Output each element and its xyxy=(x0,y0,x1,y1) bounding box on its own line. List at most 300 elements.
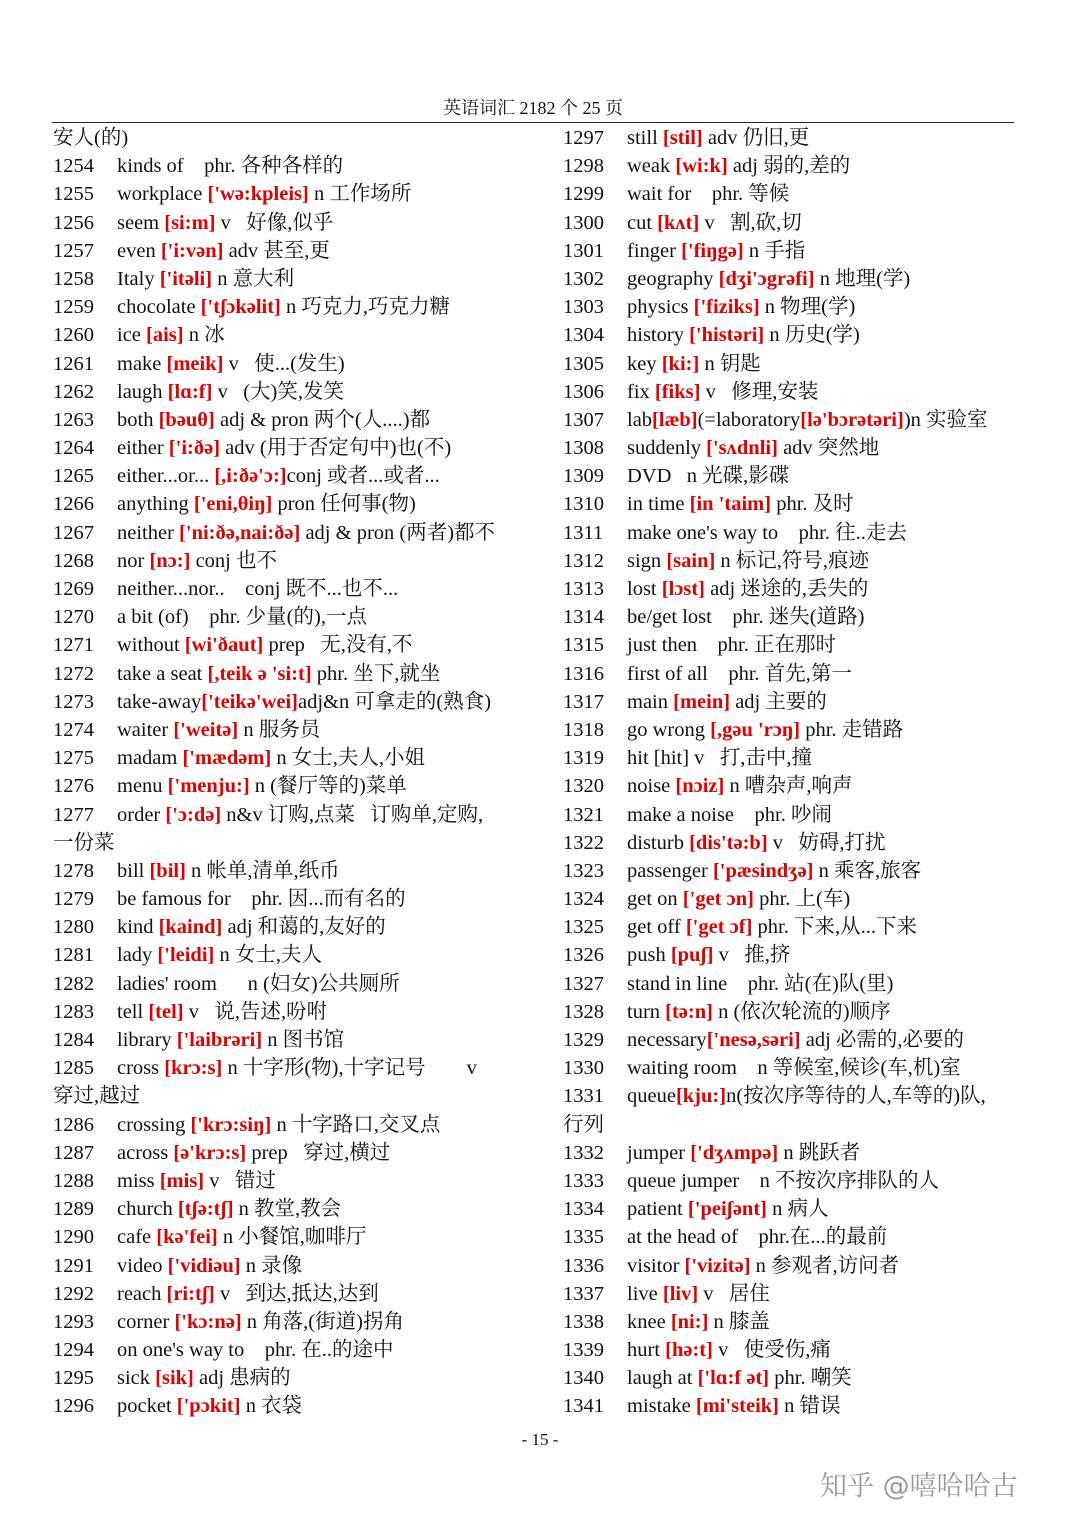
entry-word: laugh at xyxy=(627,1367,698,1390)
entry-word: waiting room xyxy=(627,1057,743,1080)
entry-word: finger xyxy=(627,239,682,262)
entry-word: jumper xyxy=(627,1141,691,1164)
vocab-entry xyxy=(563,124,1033,152)
entry-phonetic: [ni:] xyxy=(670,1310,709,1333)
vocab-entry xyxy=(53,1139,523,1167)
entry-word: church xyxy=(117,1198,178,1221)
entry-definition: n 等候室,候诊(车,机)室 xyxy=(742,1057,961,1080)
vocab-entry xyxy=(563,519,1033,547)
entry-phonetic: ['sʌdnli] xyxy=(706,437,778,460)
entry-phonetic: ['laibrəri] xyxy=(176,1029,263,1051)
vocab-entry xyxy=(53,462,523,490)
entry-definition: (=laboratory xyxy=(697,408,801,431)
entry-word: anything xyxy=(117,493,194,516)
entry-definition: phr. 坐下,就坐 xyxy=(311,662,441,685)
entry-word: hit [hit] v xyxy=(627,747,710,770)
entry-definition: phr. 及时 xyxy=(771,493,854,516)
entry-number: 1268 xyxy=(53,549,94,572)
entry-word: noise xyxy=(627,775,676,798)
entry-word: first of all xyxy=(627,662,713,685)
entry-number: 1287 xyxy=(53,1141,94,1164)
entry-phonetic: [ə'krɔ:s] xyxy=(173,1141,247,1164)
entry-word: make a noise xyxy=(627,803,740,826)
entry-phonetic: [sain] xyxy=(666,549,716,572)
entry-number: 1261 xyxy=(53,352,94,375)
entry-word: a bit (of) xyxy=(117,606,189,629)
entry-word: chocolate xyxy=(117,296,201,319)
entry-number: 1281 xyxy=(53,944,94,967)
entry-definition: 打,击中,撞 xyxy=(709,747,813,770)
vocab-entry xyxy=(53,603,523,631)
vocab-entry xyxy=(563,321,1033,349)
entry-definition: v 使...(发生) xyxy=(223,352,345,375)
entry-definition: phr. 站(在)队(里) xyxy=(732,972,894,995)
entry-number: 1279 xyxy=(53,888,94,911)
entry-definition: n 冰 xyxy=(183,324,225,347)
entry-definition: n 角落,(街道)拐角 xyxy=(241,1310,404,1333)
entry-word: passenger xyxy=(627,859,713,882)
entry-definition: adj&n 可拿走的(熟食) xyxy=(298,690,492,713)
entry-number: 1298 xyxy=(563,155,604,178)
vocab-entry xyxy=(53,350,523,378)
vocab-entry xyxy=(53,293,523,321)
entry-word: cafe xyxy=(117,1226,157,1249)
entry-number: 1338 xyxy=(563,1310,604,1333)
entry-word: 穿过,越过 xyxy=(53,1085,141,1108)
vocab-entry xyxy=(563,547,1033,575)
vocab-entry xyxy=(563,913,1033,941)
entry-word: go wrong xyxy=(627,718,711,741)
entry-phonetic: ['itəli] xyxy=(159,267,213,290)
entry-word: cross xyxy=(117,1057,165,1080)
entry-word: across xyxy=(117,1141,174,1164)
entry-phonetic: [nɔiz] xyxy=(675,775,725,798)
vocab-entry xyxy=(563,688,1033,716)
entry-number: 1334 xyxy=(563,1198,604,1221)
vocab-entry xyxy=(563,970,1033,998)
entry-definition: n 女士,夫人 xyxy=(214,944,322,967)
entry-phonetic: ['mædəm] xyxy=(182,747,272,770)
entry-number: 1307 xyxy=(563,408,604,431)
entry-phonetic: ['nesə,səri] xyxy=(706,1029,801,1051)
vocab-entry xyxy=(563,1280,1033,1308)
entry-number: 1341 xyxy=(563,1395,604,1418)
entry-phonetic: [ri:tʃ] xyxy=(166,1282,215,1305)
vocab-entry xyxy=(53,180,523,208)
entry-phonetic: ['weitə] xyxy=(173,718,239,741)
vocab-entry xyxy=(53,1252,523,1280)
entry-number: 1294 xyxy=(53,1339,94,1362)
entry-word: menu xyxy=(117,775,168,798)
entry-phonetic: [liv] xyxy=(662,1282,699,1305)
entry-definition: conj 也不 xyxy=(190,549,277,572)
entry-number: 1336 xyxy=(563,1254,604,1277)
entry-word: physics xyxy=(627,296,694,319)
right-column xyxy=(563,124,1033,1421)
entry-phonetic: [sik] xyxy=(155,1367,194,1390)
entry-word: queue jumper xyxy=(627,1169,745,1192)
entry-word: make one's way to xyxy=(627,521,784,544)
entry-phonetic: ['pɔkit] xyxy=(176,1395,241,1418)
entry-number: 1289 xyxy=(53,1198,94,1221)
vocab-entry xyxy=(563,1195,1033,1223)
entry-definition: phr. 正在那时 xyxy=(702,634,836,657)
entry-phonetic: [lə'bɔrətəri] xyxy=(800,408,904,431)
vocab-entry xyxy=(563,744,1033,772)
entry-phonetic: [ais] xyxy=(146,324,184,347)
entry-word: miss xyxy=(117,1169,160,1192)
entry-number: 1259 xyxy=(53,296,94,319)
entry-word: pocket xyxy=(117,1395,177,1418)
vocab-entry xyxy=(53,1392,523,1420)
entry-definition: n 错误 xyxy=(779,1395,841,1418)
vocab-entry xyxy=(53,575,523,603)
entry-definition: n 图书馆 xyxy=(262,1029,345,1051)
vocab-entry xyxy=(563,1082,1033,1110)
entry-phonetic: [lɑ:f] xyxy=(167,380,213,403)
entry-definition: n 钥匙 xyxy=(699,352,761,375)
entry-number: 1311 xyxy=(563,521,604,544)
entry-word: DVD xyxy=(627,465,677,488)
entry-word: take a seat xyxy=(117,662,208,685)
entry-word: ice xyxy=(117,324,147,347)
entry-number: 1320 xyxy=(563,775,604,798)
entry-phonetic: ['get ɔn] xyxy=(682,888,754,911)
entry-word: be/get lost xyxy=(627,606,717,629)
entry-number: 1325 xyxy=(563,916,604,939)
entry-word: push xyxy=(627,944,671,967)
entry-phonetic: ['leidi] xyxy=(157,944,215,967)
entry-word: turn xyxy=(627,1000,666,1023)
entry-number: 1317 xyxy=(563,690,604,713)
page-number: - 15 - xyxy=(521,1430,559,1449)
entry-phonetic: [dis'tə:b] xyxy=(689,831,768,854)
entry-definition: phr. 吵闹 xyxy=(739,803,832,826)
entry-definition: n 意大利 xyxy=(212,267,295,290)
entry-definition: n 教堂,教会 xyxy=(233,1198,342,1221)
entry-word: kind xyxy=(117,916,159,939)
entry-number: 1301 xyxy=(563,239,604,262)
entry-phonetic: ['histəri] xyxy=(689,324,765,347)
entry-definition: n 乘客,旅客 xyxy=(813,859,922,882)
entry-word: library xyxy=(117,1029,177,1051)
vocab-entry xyxy=(53,998,523,1026)
entry-definition: phr.在...的最前 xyxy=(743,1226,888,1249)
entry-word: either...or... xyxy=(117,465,215,488)
entry-number: 1326 xyxy=(563,944,604,967)
entry-number: 1254 xyxy=(53,155,94,178)
entry-phonetic: ['ni:ðə,nai:ðə] xyxy=(179,521,301,544)
vocab-entry xyxy=(563,998,1033,1026)
entry-number: 1288 xyxy=(53,1169,94,1192)
entry-number: 1262 xyxy=(53,380,94,403)
entry-number: 1313 xyxy=(563,578,604,600)
entry-phonetic: ['vizitə] xyxy=(684,1254,751,1277)
entry-definition: n 小餐馆,咖啡厅 xyxy=(217,1226,367,1249)
vocab-entry xyxy=(53,406,523,434)
entry-number: 1312 xyxy=(563,549,604,572)
entry-definition: adj 弱的,差的 xyxy=(727,155,851,178)
entry-number: 1276 xyxy=(53,775,94,798)
entry-definition: n(按次序等待的人,车等的)队, xyxy=(726,1085,986,1108)
vocab-entry xyxy=(563,1026,1033,1054)
entry-word: either xyxy=(117,437,169,460)
entry-definition: phr. 少量(的),一点 xyxy=(188,606,367,629)
entry-definition: phr. 下来,从...下来 xyxy=(752,916,917,939)
vocab-entry xyxy=(53,1336,523,1364)
entry-definition: n 膝盖 xyxy=(708,1310,770,1333)
entry-phonetic: ['krɔ:siŋ] xyxy=(190,1113,272,1136)
entry-number: 1260 xyxy=(53,324,94,347)
entry-number: 1278 xyxy=(53,859,94,882)
entry-definition: n 参观者,访问者 xyxy=(750,1254,900,1277)
entry-phonetic: [in 'taim] xyxy=(689,493,772,516)
entry-number: 1273 xyxy=(53,690,94,713)
entry-number: 1324 xyxy=(563,888,604,911)
entry-definition: adv 仍旧,更 xyxy=(702,127,810,149)
watermark: 知乎 @嘻哈哈古 xyxy=(820,1471,1018,1502)
entry-phonetic: [tʃə:tʃ] xyxy=(177,1198,234,1221)
entry-number: 1337 xyxy=(563,1282,604,1305)
entry-number: 1329 xyxy=(563,1029,604,1051)
entry-definition: phr. 等候 xyxy=(696,183,790,206)
entry-phonetic: [lɔst] xyxy=(661,578,706,600)
entry-word: workplace xyxy=(117,183,208,206)
vocab-entry xyxy=(53,885,523,913)
entry-word: make xyxy=(117,352,167,375)
vocab-entry xyxy=(563,1392,1033,1420)
entry-definition: n 巧克力,巧克力糖 xyxy=(280,296,450,319)
entry-definition: prep 无,没有,不 xyxy=(263,634,413,657)
entry-definition: phr. 迷失(道路) xyxy=(716,606,865,629)
vocab-entry xyxy=(53,152,523,180)
entry-definition: phr. 上(车) xyxy=(753,888,851,911)
entry-word: nor xyxy=(117,549,150,572)
entry-phonetic: ['dʒʌmpə] xyxy=(690,1141,779,1164)
vocab-entry xyxy=(563,350,1033,378)
entry-word: get on xyxy=(627,888,683,911)
entry-definition: adj 和蔼的,友好的 xyxy=(222,916,386,939)
entry-number: 1257 xyxy=(53,239,94,262)
entry-number: 1265 xyxy=(53,465,94,488)
entry-word: knee xyxy=(627,1310,671,1333)
vocab-entry xyxy=(53,716,523,744)
entry-number: 1304 xyxy=(563,324,604,347)
entry-number: 1256 xyxy=(53,211,94,234)
entry-definition: v 妨碍,打扰 xyxy=(767,831,886,854)
entry-phonetic: [dʒi'ɔgrəfi] xyxy=(718,267,815,290)
vocab-entry xyxy=(53,434,523,462)
vocab-entry xyxy=(53,1167,523,1195)
entry-phonetic: ['fiŋgə] xyxy=(681,239,744,262)
entry-number: 1323 xyxy=(563,859,604,882)
entry-phonetic: ['wə:kpleis] xyxy=(207,183,309,206)
vocab-entry xyxy=(563,941,1033,969)
entry-word: laugh xyxy=(117,380,168,403)
entry-phonetic: [kju:] xyxy=(675,1085,727,1108)
entry-word: geography xyxy=(627,267,719,290)
entry-number: 1297 xyxy=(563,127,604,149)
entry-word: crossing xyxy=(117,1113,191,1136)
entry-definition: adj & pron 两个(人....)都 xyxy=(214,408,431,431)
entry-word: key xyxy=(627,352,662,375)
entry-word: history xyxy=(627,324,690,347)
entry-word: madam xyxy=(117,747,183,770)
entry-word: order xyxy=(117,803,166,826)
entry-word: waiter xyxy=(117,718,174,741)
entry-number: 1306 xyxy=(563,380,604,403)
entry-word: disturb xyxy=(627,831,690,854)
entry-definition: v 使受伤,痛 xyxy=(712,1339,831,1362)
entry-number: 1319 xyxy=(563,747,604,770)
entry-word: take-away xyxy=(117,690,202,713)
vocab-entry xyxy=(53,1026,523,1054)
vocab-entry xyxy=(53,631,523,659)
entry-phonetic: ['get ɔf] xyxy=(685,916,753,939)
entry-definition: n&v 订购,点菜 订购单,定购, xyxy=(221,803,484,826)
entry-number: 1263 xyxy=(53,408,94,431)
vocab-entry xyxy=(53,321,523,349)
entry-definition: n 跳跃者 xyxy=(778,1141,861,1164)
vocab-entry xyxy=(53,772,523,800)
entry-number: 1270 xyxy=(53,606,94,629)
entry-phonetic: [wi:k] xyxy=(675,155,728,178)
entry-word: lady xyxy=(117,944,158,967)
vocab-entry xyxy=(563,1223,1033,1251)
entry-number: 1293 xyxy=(53,1310,94,1333)
vocab-entry xyxy=(53,857,523,885)
vocab-entry xyxy=(53,829,523,857)
entry-number: 1274 xyxy=(53,718,94,741)
entry-definition: adv 突然地 xyxy=(777,437,880,460)
entry-word: suddenly xyxy=(627,437,707,460)
entry-definition: adj 迷途的,丢失的 xyxy=(705,578,869,600)
vocab-entry xyxy=(563,434,1033,462)
entry-word: main xyxy=(627,690,674,713)
entry-phonetic: [mi'steik] xyxy=(695,1395,780,1418)
entry-definition: n 服务员 xyxy=(238,718,321,741)
entry-phonetic: [tə:n] xyxy=(665,1000,713,1023)
entry-word: 一份菜 xyxy=(53,831,115,854)
entry-number: 1314 xyxy=(563,606,604,629)
entry-word: still xyxy=(627,127,663,149)
vocab-entry xyxy=(563,1054,1033,1082)
entry-definition: conj 或者...或者... xyxy=(286,465,440,488)
entry-number: 1331 xyxy=(563,1085,604,1108)
entry-word: lab xyxy=(627,408,653,431)
entry-word: get off xyxy=(627,916,686,939)
vocab-entry xyxy=(563,293,1033,321)
vocab-entry xyxy=(563,237,1033,265)
entry-number: 1290 xyxy=(53,1226,94,1249)
entry-phonetic: [kə'fei] xyxy=(156,1226,218,1249)
entry-definition: )n 实验室 xyxy=(903,408,988,431)
entry-definition: adj 主要的 xyxy=(730,690,827,713)
entry-definition: phr. 往..走去 xyxy=(783,521,907,544)
entry-number: 1327 xyxy=(563,972,604,995)
entry-definition: n 十字路口,交叉点 xyxy=(271,1113,441,1136)
entry-phonetic: [,i:ðə'ɔ:] xyxy=(214,465,287,488)
entry-phonetic: ['fiziks] xyxy=(693,296,760,319)
entry-word: even xyxy=(117,239,161,262)
entry-number: 1308 xyxy=(563,437,604,460)
entry-phonetic: [kaind] xyxy=(158,916,223,939)
entry-number: 1309 xyxy=(563,465,604,488)
entry-number: 1315 xyxy=(563,634,604,657)
vocab-entry xyxy=(563,406,1033,434)
vocab-entry xyxy=(563,603,1033,631)
entry-number: 1305 xyxy=(563,352,604,375)
vocab-entry xyxy=(563,801,1033,829)
entry-word: just then xyxy=(627,634,703,657)
entry-definition: n (餐厅等的)菜单 xyxy=(249,775,407,798)
vocab-entry xyxy=(563,1336,1033,1364)
entry-word: sign xyxy=(627,549,667,572)
vocab-entry xyxy=(563,378,1033,406)
vocab-entry xyxy=(53,1308,523,1336)
entry-number: 1303 xyxy=(563,296,604,319)
entry-number: 1318 xyxy=(563,718,604,741)
entry-definition: phr. 走错路 xyxy=(800,718,904,741)
entry-word: mistake xyxy=(627,1395,696,1418)
entry-word: at the head of xyxy=(627,1226,744,1249)
vocab-entry xyxy=(563,265,1033,293)
vocab-entry xyxy=(563,490,1033,518)
entry-definition: n 地理(学) xyxy=(814,267,911,290)
entry-word: live xyxy=(627,1282,663,1305)
entry-number: 1299 xyxy=(563,183,604,206)
entry-number: 1316 xyxy=(563,662,604,685)
entry-phonetic: [hə:t] xyxy=(665,1339,713,1362)
vocab-entry xyxy=(53,660,523,688)
vocab-entry xyxy=(563,209,1033,237)
entry-number: 1258 xyxy=(53,267,94,290)
left-column xyxy=(53,124,523,1421)
entry-definition: n 工作场所 xyxy=(308,183,412,206)
vocab-entry xyxy=(53,237,523,265)
entry-phonetic: ['i:vən] xyxy=(160,239,224,262)
entry-definition: prep 穿过,横过 xyxy=(246,1141,391,1164)
entry-number: 1333 xyxy=(563,1169,604,1192)
page-header xyxy=(52,94,1014,123)
vocab-entry xyxy=(53,378,523,406)
vocab-entry xyxy=(563,462,1033,490)
vocab-entry xyxy=(53,1195,523,1223)
entry-number: 1282 xyxy=(53,972,94,995)
vocab-entry xyxy=(53,1054,523,1082)
vocab-entry xyxy=(563,829,1033,857)
vocab-entry xyxy=(563,152,1033,180)
vocab-entry xyxy=(563,575,1033,603)
entry-definition: v 说,告述,吩咐 xyxy=(183,1000,328,1023)
entry-phonetic: [fiks] xyxy=(654,380,701,403)
entry-word: weak xyxy=(627,155,676,178)
entry-word: video xyxy=(117,1254,168,1277)
entry-number: 1339 xyxy=(563,1339,604,1362)
entry-definition: phr. 首先,第一 xyxy=(712,662,852,685)
entry-number: 1335 xyxy=(563,1226,604,1249)
entry-word: patient xyxy=(627,1198,688,1221)
entry-number: 1302 xyxy=(563,267,604,290)
entry-number: 1310 xyxy=(563,493,604,516)
vocab-entry xyxy=(53,1111,523,1139)
entry-phonetic: [si:m] xyxy=(164,211,216,234)
vocab-entry xyxy=(53,744,523,772)
entry-word: be famous for xyxy=(117,888,236,911)
entry-word: tell xyxy=(117,1000,149,1023)
entry-phonetic: ['ɔ:də] xyxy=(165,803,222,826)
vocab-entry xyxy=(563,1111,1033,1139)
